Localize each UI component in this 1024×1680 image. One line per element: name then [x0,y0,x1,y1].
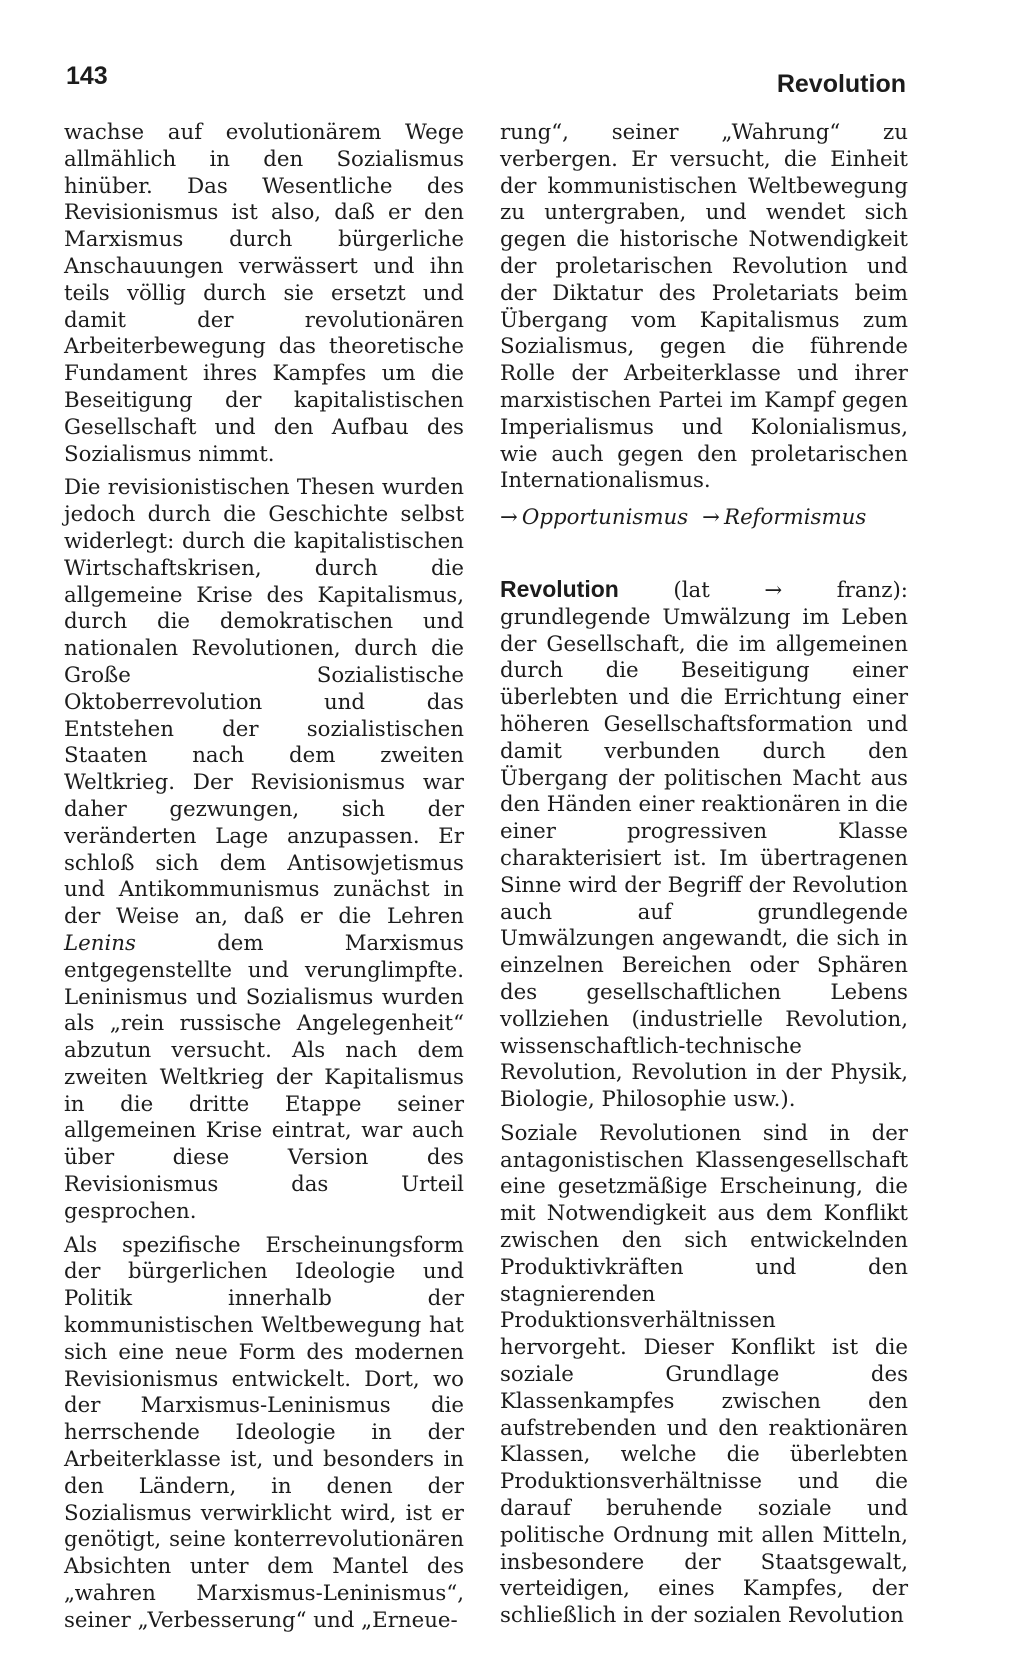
paragraph [500,576,908,1114]
paragraph-text: Die revisionistischen Thesen wurden jedoch durch die Geschichte selbst widerlegt: durch die kapitalistischen Wirtschaftskrisen, durch die allgemeine Krise des Kapitalismus, durch die demokratischen und nationalen Revolutionen, durch die Große Sozialistische Oktoberrevolution und das Entstehen der sozialistischen Staaten nach dem zweiten Weltkrieg. Der Revisionismus war daher gezwungen, sich der veränderten Lage anzupassen. Er schloß sich dem Antisowjetismus und Antikommunismus zunächst in der Weise an, daß er die Lehren [64,475,464,930]
cross-references [500,505,908,532]
paragraph: wachse auf evolutionärem Wege allmählich in den Sozialismus hinüber. Das Wesentliche des Revisionismus ist also, daß er den Marxismus durch bürgerliche Anschauungen verwässert und ihn teils völlig durch sie ersetzt und damit der revolutionären Arbeiterbewegung das theoretische Fundament ihres Kampfes um die Beseitigung der kapitalistischen Gesellschaft und den Aufbau des Sozialismus nimmt. [64,120,464,467]
paragraph [64,475,464,1225]
dictionary-entry [500,576,908,1630]
etymology-lead: (lat [673,577,710,603]
paragraph-text: dem Marxismus entgegenstellte und verunglimpfte. Leninismus und Sozialismus wurden als „rein russische Angelegenheit“ abzutun versucht. Als nach dem zweiten Weltkrieg der Kapitalismus in die dritte Etappe seiner allgemeinen Krise eintrat, war auch über diese Version des Revisionismus das Urteil gesprochen. [64,930,464,1224]
right-column [500,120,908,1630]
left-column [64,120,464,1635]
arrow-right-icon: → [702,505,721,531]
entry-headword: Revolution [500,575,619,602]
arrow-right-icon: → [764,577,783,603]
page-number: 143 [66,62,108,90]
paragraph-text: franz): grundlegende Umwälzung im Leben der Gesellschaft, die im allgemeinen durch die Beseitigung einer überlebten und die Errichtung einer höheren Gesellschaftsformation und damit verbunden durch den Übergang der politischen Macht aus den Händen einer reaktionären in die einer progressiven Klasse charakterisiert ist. Im übertragenen Sinne wird der Begriff der Revolution auch auf grundlegende Umwälzungen angewandt, die sich in einzelnen Bereichen oder Sphären des gesellschaftlichen Lebens vollziehen (industrielle Revolution, wissenschaftlich-technische Revolution, Revolution in der Physik, Biologie, Philosophie usw.). [500,577,908,1113]
crossref-link-reformismus[interactable]: Reformismus [724,505,867,531]
emphasized-name: Lenins [64,930,136,956]
paragraph: Soziale Revolutionen sind in der antagonistischen Klassengesellschaft eine gesetzmäßige Erscheinung, die mit Notwendigkeit aus dem Konflikt zwischen den sich entwickelnden Produktivkräften und den stagnierenden Produktionsverhältnissen hervorgeht. Dieser Konflikt ist die soziale Grundlage des Klassenkampfes zwischen den aufstrebenden und den reaktionären Klassen, welche die überlebten Produktionsverhältnisse und die darauf beruhende soziale und politische Ordnung mit allen Mitteln, insbesondere der Staatsgewalt, verteidigen, eines Kampfes, der schließlich in der sozialen Revolution [500,1120,908,1629]
crossref-link-opportunismus[interactable]: Opportunismus [521,505,689,531]
arrow-right-icon: → [500,505,518,531]
running-head: Revolution [776,70,906,98]
paragraph: Als spezifische Erscheinungsform der bürgerlichen Ideologie und Politik innerhalb der kommunistischen Weltbewegung hat sich eine neue Form des modernen Revisionismus entwickelt. Dort, wo der Marxismus-Leninismus die herrschende Ideologie in der Arbeiterklasse ist, und besonders in den Ländern, in denen der Sozialismus verwirklicht wird, ist er genötigt, seine konterrevolutionären Absichten unter dem Mantel des „wahren Marxismus-Leninismus“, seiner „Verbesserung“ und „Erneue- [64,1232,464,1633]
paragraph: rung“, seiner „Wahrung“ zu verbergen. Er versucht, die Einheit der kommunistischen Weltbewegung zu untergraben, und wendet sich gegen die historische Notwendigkeit der proletarischen Revolution und der Diktatur des Proletariats beim Übergang vom Kapitalismus zum Sozialismus, gegen die führende Rolle der Arbeiterklasse und ihrer marxistischen Partei im Kampf gegen Imperialismus und Kolonialismus, wie auch gegen den proletarischen Internationalismus. [500,120,908,494]
